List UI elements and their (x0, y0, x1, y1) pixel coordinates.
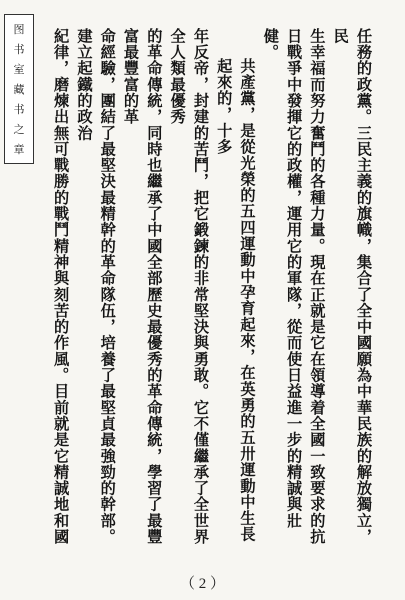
text-column: 生幸福而努力奮鬥的各種力量。現在正就是它在領導着全國一致要求的抗 (308, 28, 327, 545)
text-column: 的革命傳統，同時也繼承了中國全部歷史最優秀的革命傳統，學習了最豐富最豐富的革 (122, 28, 164, 545)
text-column: 共產黨，是從光榮的五四運動中孕育起來，在英勇的五卅運動中生長起來的，十多 (215, 58, 257, 543)
text-column: 紀律，磨煉出無可戰勝的戰鬥精神與刻苦的作風。目前就是它精誠地和國 (52, 28, 71, 545)
library-seal-stamp (4, 14, 34, 164)
seal-char: 章 (13, 142, 25, 156)
seal-char: 室 (13, 62, 25, 76)
text-column: 命經驗，團結了最堅決最精幹的革命隊伍，培養了最堅貞最強勁的幹部。建立起鐵的政治 (75, 28, 117, 545)
seal-char: 书 (13, 102, 25, 116)
text-column: 年反帝，封建的苦鬥，把它鍛鍊的非常堅決與勇敢。它不僅繼承了全世界全人類最優秀 (168, 28, 210, 545)
seal-char: 藏 (13, 82, 25, 96)
seal-char: 书 (13, 42, 25, 56)
text-column: 日戰爭中發揮它的政權，運用它的軍隊，從而使日益進一步的精誠與壯健。 (261, 28, 304, 529)
page-number: （ 2 ） (179, 576, 225, 592)
text-column: 任務的政黨。三民主義的旗幟，集合了全中國願為中華民族的解放獨立，民 (331, 28, 373, 545)
vertical-text-body (48, 28, 375, 558)
seal-char: 之 (13, 122, 25, 136)
seal-char: 图 (13, 22, 25, 36)
